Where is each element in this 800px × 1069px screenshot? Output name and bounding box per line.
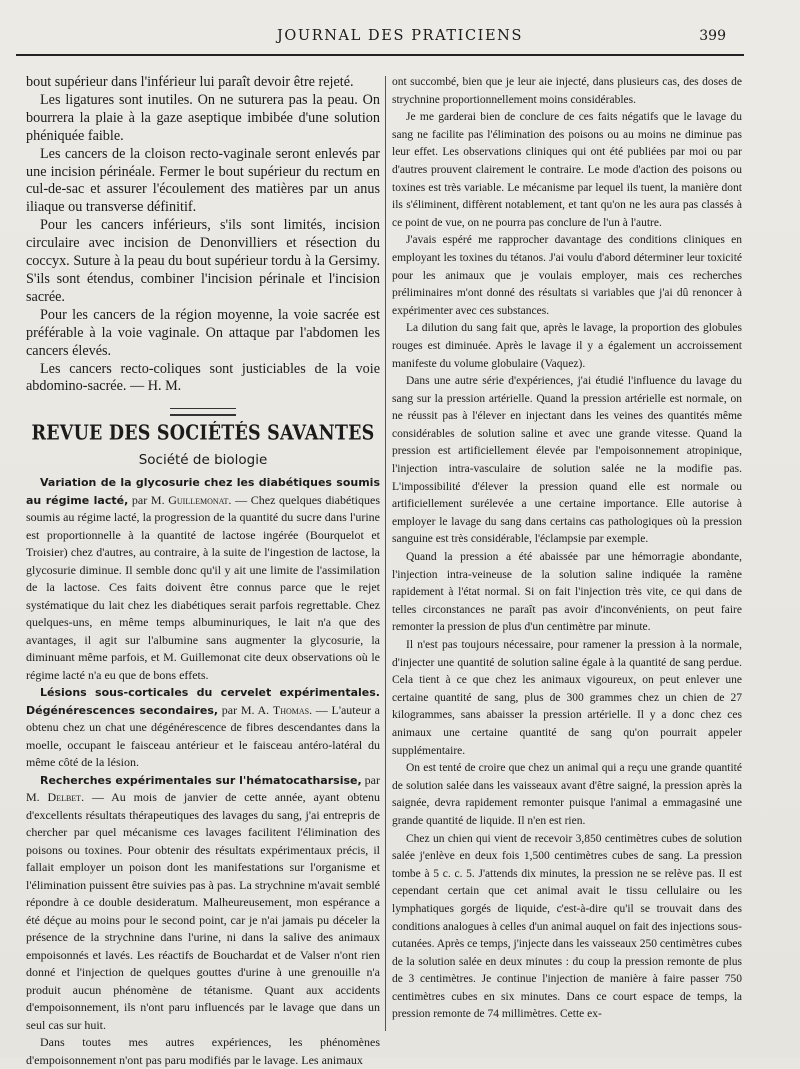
paragraph: bout supérieur dans l'inférieur lui paraît devoir être rejeté. [26, 74, 354, 90]
abstracts [26, 474, 380, 1069]
abstract [26, 684, 380, 772]
author-prefix: par M. [26, 772, 380, 805]
running-header [0, 22, 800, 52]
paragraph: Il n'est pas toujours nécessaire, pour ramener la pression à la normale, d'injecter une quantité de solution saline égale à la quantité de sang perdue. Cela tient à ce que chez les animaux vigoureux, on peut enlever une certaine quantité de sang, plus de 300 grammes chez un chien de 27 kilogrammes, sans abaisser la pression artérielle. Il y a donc chez ces animaux une certaine quantité de sang qu'on pourrait appeler supplémentaire. [392, 639, 742, 757]
abstract-rubric: Variation de la glycosurie chez les diabétiques soumis au régime lacté, [26, 476, 380, 507]
left-column [26, 74, 380, 1069]
subsection-title: Société de biologie [138, 452, 268, 469]
abstract-text: — Au mois de janvier de cette année, ayant obtenu d'excellents résultats thérapeutiques des lavages du sang, j'ai entrepris de chercher par quel mécanisme ces lavages facilitent l'élimination des poisons ou toxines. Pour obtenir des résultats expérimentaux précis, il fallait employer un poison dont les manifestations sur l'organisme et l'élimination puissent être suivies pas à pas. La strychnine m'avait semblé répondre à ce double desideratum. Malheureusement, mon espérance a été déçue au moins pour le second point, car je n'ai jamais pu déceler la présence de la strychnine dans l'urine, ni dans la salive des animaux empoisonnés et lavés. Les réactifs de Bouchardat et de Valser n'ont rien donné et l'injection de quelques gouttes d'urine à une grenouille n'a produit aucun phénomène de tétanisme. Quant aux accidents d'empoisonnement, ils n'ont paru influencés par le lavage que dans un seul cas sur huit. [26, 790, 380, 1032]
paragraph: Dans une autre série d'expériences, j'ai étudié l'influence du lavage du sang sur la pression artérielle. Quand la pression artérielle est normale, on ne réussit pas à l'élever en injectant dans les veines des quantités même considérables de solution saline et avec une grande vitesse. Quand la pression est artificiellement élevée par l'empoisonnement atropinique, l'injection intra-vasculaire de solution salée ne la modifie pas. L'impossibilité d'élever la pression quand elle est normale ou artificiellement surélevée a une certaine importance. Elle autorise à employer le lavage du sang dans certains cas pathologiques où la pression sanguine est très considérable, l'éclampsie par exemple. [392, 375, 742, 546]
abstract-text: — Chez quelques diabétiques soumis au régime lacté, la progression de la quantité du sucre dans l'urine est proportionnelle à la quantité de lactose ingérée (Bourquelot et Troisier) chez d'autres, au contraire, à la suite de l'ingestion de lactose, la glycosurie diminue. Il semble donc qu'il y ait une limite de l'assimilation de la lactose. Ces faits doivent être connus parce que le rejet systématique du lait chez les diabétiques serait parfois regrettable. Chez quelques-uns, en même temps albuminuriques, le lait n'a que des avantages, il agit sur l'albumine sans augmenter la glycosurie, la diminuant même parfois, et M. Guillemonat cite deux observations où le régime lacté n'a eu que de bons effets. [26, 492, 380, 682]
column-divider [385, 76, 386, 1031]
paragraph: Les cancers recto-coliques sont justiciables de la voie abdomino-sacrée. — H. M. [26, 360, 380, 395]
paragraph: Dans toutes mes autres expériences, les phénomènes d'empoisonnement n'ont pas paru modifiés par le lavage. Les animaux [26, 1035, 380, 1067]
paragraph: Les ligatures sont inutiles. On ne suturera pas la peau. On bourrera la plaie à la gaze aseptique imbibée d'une solution phéniquée faible. [26, 91, 380, 144]
paragraph: Les cancers de la cloison recto-vaginale seront enlevés par une incision périnéale. Fermer le bout supérieur du rectum en cul-de-sac et assurer l'écoulement des matières par un anus iliaque ou transverse définitif. [26, 145, 380, 216]
paragraph: J'avais espéré me rapprocher davantage des conditions cliniques en employant les toxines du tétanos. J'ai voulu d'abord déterminer leur toxicité pour les animaux que je voulais employer, mais ces recherches préliminaires m'ont donné des résultats si variables que j'ai dû renoncer à expérimenter avec ces substances. [392, 234, 742, 317]
abstract-rubric: Recherches expérimentales sur l'hématocatharsise, [40, 773, 362, 787]
section-title: REVUE DES SOCIÉTÉS SAVANTES [31, 422, 375, 446]
abstract-text: — L'auteur a obtenu chez un chat une dégénérescence de fibres descendantes dans la moelle, occupant le faisceau antérieur et le faisceau antéro-latéral du même côté de la lésion. [26, 702, 380, 770]
abstract [26, 772, 380, 1035]
paragraph: Je me garderai bien de conclure de ces faits négatifs que le lavage du sang ne facilite pas l'élimination des poisons ou au moins ne diminue pas leur effet. Les observations cliniques qui ont été publiées par moi ou par d'autres prouvent clairement le contraire. Le mode d'action des poisons ou toxines est très variable. Le mécanisme par lequel ils tuent, la manière dont ils s'éliminent, diffèrent notablement, et tant qu'on ne les aura pas classés à ce point de vue, on ne pourra pas conclure de l'un à l'autre. [392, 111, 742, 229]
surgical-text [26, 74, 380, 396]
abstract-rubric: Lésions sous-corticales du cervelet expérimentales. Dégénérescences secondaires, [26, 686, 380, 717]
page-number: 399 [699, 28, 726, 44]
paragraph: Chez un chien qui vient de recevoir 3,850 centimètres cubes de solution salée j'enlève en deux fois 1,500 centimètres cubes de sang. La pression tombe à 5 c. c. 5. J'attends dix minutes, la pression ne se relève pas. Il est cependant certain que cet animal avait le tissu cellulaire ou les lymphatiques gorgés de liquide, c'est-à-dire qu'il se trouvait dans des conditions analogues à celles d'un animal auquel on fait des injections sous-cutanées. Après ce temps, j'injecte dans les vaisseaux 250 centimètres cubes de la solution salée en deux minutes : du coup la pression remonte de plus de 3 centimètres. Je continue l'injection de manière à faire passer 750 centimètres cubes en six minutes. Dans ce court espace de temps, la pression remonte de 74 millimètres. Cette ex- [392, 832, 742, 1021]
header-rule [16, 54, 744, 56]
paragraph: On est tenté de croire que chez un animal qui a reçu une grande quantité de solution salée dans les vaisseaux avant d'être saigné, la pression après la saignée, devra rapidement remonter puisque l'animal a emmagasiné une grande quantité de liquide. Il n'en est rien. [392, 762, 742, 827]
author-name: Guillemonat. [168, 492, 232, 507]
author-prefix: par M. [128, 492, 169, 507]
paragraph: Pour les cancers de la région moyenne, la voie sacrée est préférable à la voie vaginale. On attaque par l'abdomen les cancers élevés. [26, 306, 380, 359]
paragraph: Pour les cancers inférieurs, s'ils sont limités, incision circulaire avec incision de Denonvilliers et résection du coccyx. Suture à la peau du bout supérieur tordu à la Gersimy. S'ils sont étendus, combiner l'incision périnale et l'incision sacrée. [26, 217, 380, 305]
right-column [392, 74, 742, 1024]
paragraph: ont succombé, bien que je leur aie injecté, dans plusieurs cas, des doses de strychnine proportionnellement moins considérables. [392, 76, 742, 106]
author-prefix: par M. A. [218, 702, 273, 717]
abstract [26, 474, 380, 684]
journal-title: JOURNAL DES PRATICIENS [277, 28, 523, 44]
author-name: Delbet. [47, 790, 85, 805]
paragraph: La dilution du sang fait que, après le lavage, la proportion des globules rouges est diminuée. Après le lavage il y a également un accroissement manifeste du volume globulaire (Vaquez). [392, 322, 742, 370]
paragraph: Quand la pression a été abaissée par une hémorragie abondante, l'injection intra-veineuse de la solution saline indiquée la ramène rapidement à l'état normal. Si on fait l'injection très vite, ce qui dans de telles circonstances ne paraît pas avoir d'inconvénients, on peut faire remonter la pression de plus d'un centimètre par minute. [392, 551, 742, 634]
section-separator [170, 408, 236, 416]
author-name: Thomas. [272, 702, 313, 717]
